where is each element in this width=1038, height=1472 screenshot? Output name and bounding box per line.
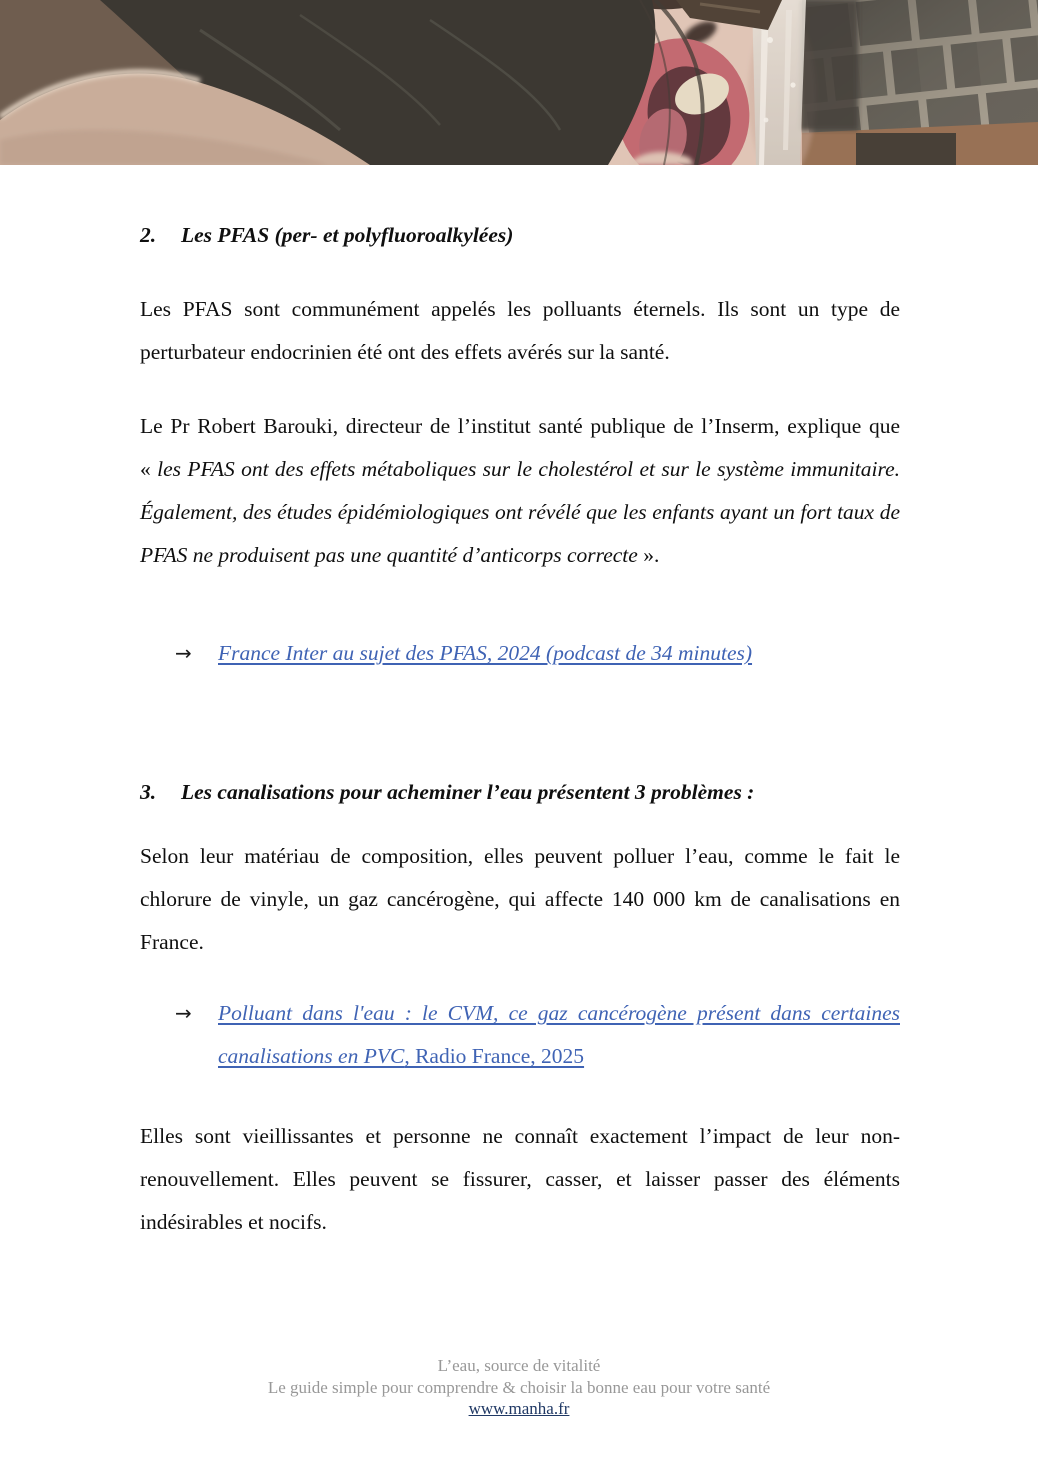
reference-row-radio-france bbox=[140, 992, 900, 1078]
heading-title: Les PFAS (per- et polyfluoroalkylées) bbox=[181, 223, 514, 247]
quote-close: ». bbox=[637, 543, 660, 567]
link-radio-france-cvm[interactable] bbox=[218, 1001, 900, 1068]
link-source-text: , Radio France, 2025 bbox=[404, 1044, 585, 1068]
paragraph-barouki-quote bbox=[140, 405, 900, 577]
paragraph-pfas-intro: Les PFAS sont communément appelés les polluants éternels. Ils sont un type de perturbateur endocrinien été ont des effets avérés sur la santé. bbox=[140, 297, 900, 364]
heading-title: Les canalisations pour acheminer l’eau présentent 3 problèmes : bbox=[181, 780, 755, 804]
heading-number: 3. bbox=[140, 780, 157, 804]
arrow-right-icon: → bbox=[175, 1001, 192, 1025]
link-france-inter-podcast[interactable] bbox=[218, 641, 752, 665]
heading-number: 2. bbox=[140, 223, 157, 247]
section-heading-pfas bbox=[140, 221, 900, 249]
paragraph-canalisations-materiau: Selon leur matériau de composition, elles peuvent polluer l’eau, comme le fait le chlorure de vinyle, un gaz cancérogène, qui affecte 140 000 km de canalisations en France. bbox=[140, 844, 900, 954]
footer-subtitle: Le guide simple pour comprendre & choisir la bonne eau pour votre santé bbox=[267, 1377, 771, 1397]
footer-site-link[interactable]: www.manha.fr bbox=[468, 1399, 570, 1418]
footer-tagline: L’eau, source de vitalité bbox=[437, 1356, 601, 1375]
section-heading-canalisations bbox=[140, 778, 900, 806]
link-text: France Inter au sujet des PFAS, 2024 (podcast de 34 minutes) bbox=[218, 641, 753, 665]
link-italic-text: Polluant dans l'eau : le CVM, ce gaz cancérogène présent dans certaines canalisations en PVC bbox=[218, 1001, 900, 1068]
arrow-right-icon: → bbox=[175, 641, 192, 665]
paragraph-canalisations-vieillissantes: Elles sont vieillissantes et personne ne connaît exactement l’impact de leur non-renouvellement. Elles peuvent se fissurer, casser, et laisser passer des éléments indésirables et nocifs. bbox=[140, 1124, 900, 1234]
woman-drinking-water-photo bbox=[0, 0, 1038, 165]
quote-lead-in: Le Pr Robert Barouki, directeur de l’institut santé publique de l’Inserm, explique que « bbox=[140, 414, 900, 481]
page-footer bbox=[0, 1355, 1038, 1420]
quote-italic-text: les PFAS ont des effets métaboliques sur le cholestérol et sur le système immunitaire. Également, des études épidémiologiques ont révélé que les enfants ayant un fort taux de PFAS ne produisent pas une quantité d’anticorps correcte bbox=[140, 457, 900, 567]
reference-row-france-inter bbox=[140, 632, 900, 675]
header-photo bbox=[0, 0, 1038, 165]
